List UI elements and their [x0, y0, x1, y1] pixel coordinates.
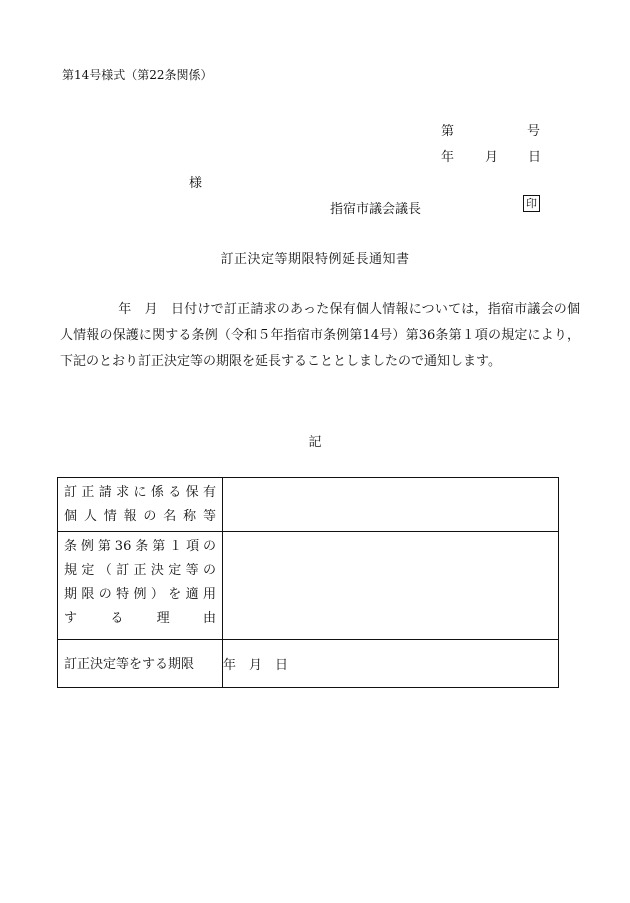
row2-label: 条例第36条第１項の 規定（訂正決定等の 期限の特例）を適用 す る 理 由 — [58, 532, 223, 640]
table-row — [58, 478, 559, 532]
row2-value[interactable] — [223, 532, 559, 640]
table-row — [58, 532, 559, 640]
body-text: 年 月 日付けで訂正請求のあった保有個人情報については，指宿市議会の個人情報の保護に関する条例（令和５年指宿市条例第14号）第36条第１項の規定により，下記のとおり訂正決定等の期限を延長することとしましたので通知します。 — [60, 302, 580, 369]
date-year: 年 — [441, 150, 455, 165]
date-month: 月 — [485, 150, 499, 165]
sender-title: 指宿市議会議長 — [330, 202, 422, 217]
document-title: 訂正決定等期限特例延長通知書 — [220, 252, 410, 267]
row3-value[interactable]: 年 月 日 — [223, 640, 559, 688]
table-row — [58, 640, 559, 688]
addressee-suffix: 様 — [189, 176, 203, 191]
form-number: 第14号様式（第22条関係） — [62, 68, 213, 82]
doc-number-prefix: 第 — [441, 124, 455, 139]
row1-label: 訂正請求に係る保有 個人情報の名称等 — [58, 478, 223, 532]
date-day: 日 — [528, 150, 542, 165]
row1-value[interactable] — [223, 478, 559, 532]
seal-mark: 印 — [523, 195, 540, 212]
ki-heading: 記 — [308, 435, 322, 450]
body-paragraph — [60, 297, 580, 375]
details-table — [57, 477, 559, 688]
row3-label: 訂正決定等をする期限 — [58, 640, 223, 688]
doc-number-suffix: 号 — [527, 124, 541, 139]
